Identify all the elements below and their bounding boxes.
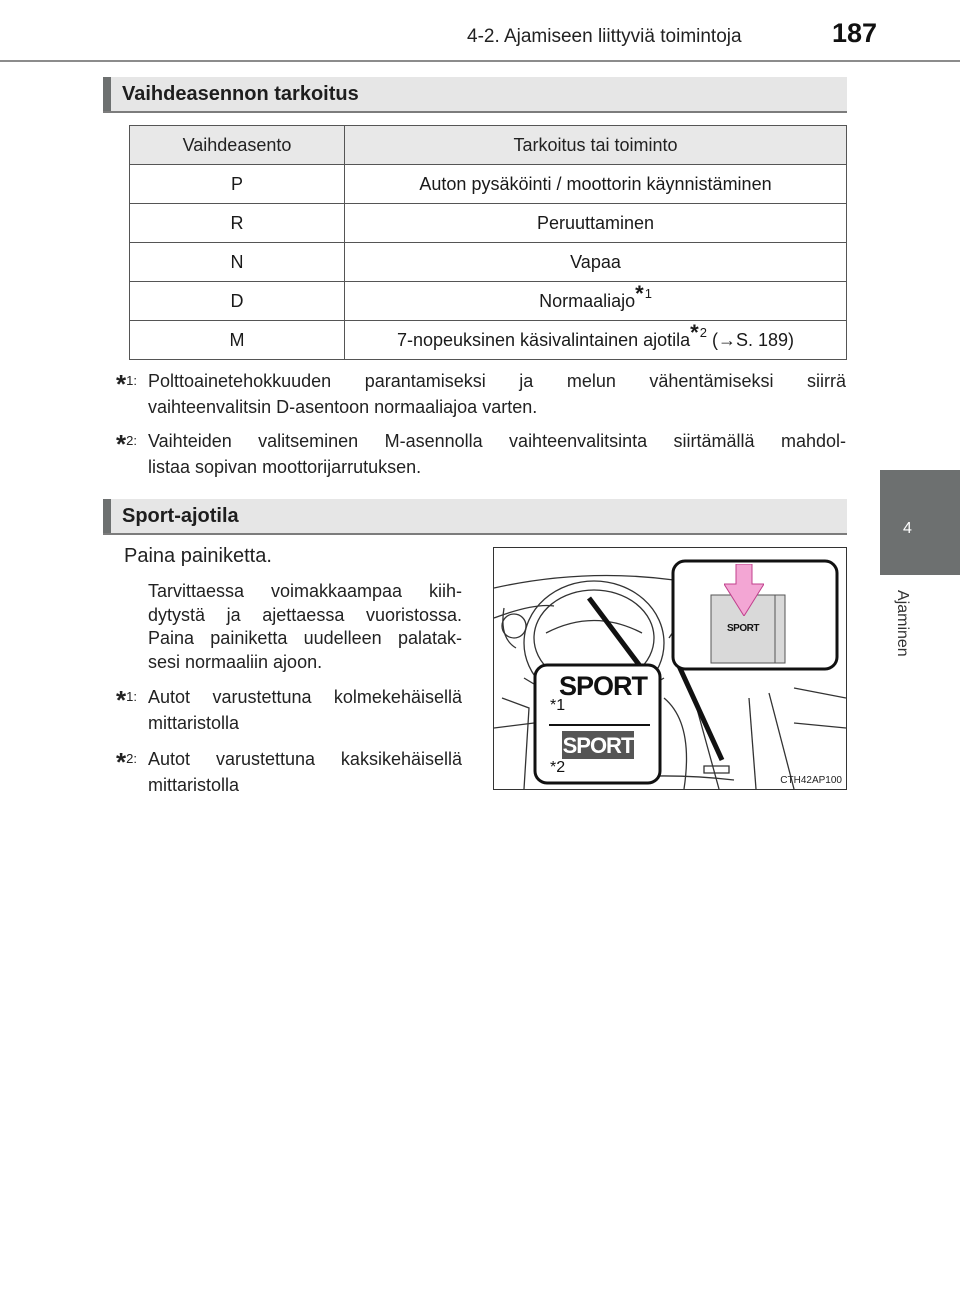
footnote-number: 2 — [699, 324, 707, 340]
purpose-cell — [345, 282, 847, 321]
heading-bar — [103, 77, 111, 111]
description-line: sesi normaaliin ajoon. — [148, 651, 323, 672]
footnote-mark: * — [116, 369, 127, 399]
gear-cell: D — [130, 282, 345, 321]
footnote-mark: * — [635, 280, 644, 306]
footnote-number: 2: — [126, 433, 137, 448]
figure-code: CTH42AP100 — [780, 775, 842, 786]
footnote-number: 1 — [644, 285, 652, 301]
section-heading-gear-purpose — [103, 77, 847, 113]
purpose-cell: Auton pysäköinti / moottorin käynnistäminen — [345, 165, 847, 204]
description-line: Paina painiketta uudelleen palatak- — [148, 628, 462, 648]
table-row — [130, 243, 847, 282]
description-line: Tarvittaessa voimakkaampaa kiih- — [148, 581, 462, 601]
footnote-line: listaa sopivan moottorijarrutuksen. — [148, 457, 422, 477]
footnote-line: mittaristolla — [148, 713, 240, 733]
page-reference: (→S. 189) — [711, 329, 795, 350]
instruction-text: Paina painiketta. — [124, 545, 272, 567]
heading-bar — [103, 499, 111, 533]
gear-cell: R — [130, 204, 345, 243]
footnote-line: vaihteenvalitsin D-asentoon normaaliajoa varten. — [148, 397, 538, 417]
table-row — [130, 165, 847, 204]
press-arrow-icon — [724, 564, 764, 616]
gear-cell: P — [130, 165, 345, 204]
sport-footnote-1 — [116, 684, 466, 742]
purpose-cell — [345, 321, 847, 360]
description-line: dytystä ja ajettaessa vuoristossa. — [148, 604, 462, 625]
table-header-purpose: Tarkoitus tai toiminto — [345, 126, 847, 165]
footnote-number: 1: — [126, 373, 137, 388]
footnote-mark: * — [690, 319, 699, 345]
section-heading-sport-mode — [103, 499, 847, 535]
gear-position-table — [129, 125, 847, 360]
table-header-row — [130, 126, 847, 165]
table-row — [130, 321, 847, 360]
sport-button: SPORT — [727, 623, 759, 634]
footnote-mark: * — [116, 429, 127, 459]
chapter-label: Ajaminen — [894, 590, 911, 657]
sport-mode-description — [148, 580, 462, 674]
table-row — [130, 282, 847, 321]
table-header-gear: Vaihdeasento — [130, 126, 345, 165]
sport-indicator-1: SPORT — [559, 671, 648, 701]
footnote-number: 2: — [126, 751, 137, 766]
table-row — [130, 204, 847, 243]
sport-button-illustration — [493, 547, 847, 790]
gear-cell: N — [130, 243, 345, 282]
footnote-line: Autot varustettuna kaksikehäisellä — [148, 749, 462, 769]
chapter-number: 4 — [903, 520, 912, 537]
purpose-cell: Vapaa — [345, 243, 847, 282]
sport-footnote-2 — [116, 746, 466, 804]
header-divider — [0, 60, 960, 62]
section-heading-text: Sport-ajotila — [122, 505, 239, 527]
footnote-line: Autot varustettuna kolmekehäisellä — [148, 687, 462, 707]
footnote-1 — [116, 368, 846, 428]
callout-overlay — [494, 548, 846, 789]
footnote-line: Polttoainetehokkuuden parantamiseksi ja melun vähentämiseksi siirrä — [148, 371, 846, 391]
footnote-mark: * — [116, 747, 127, 777]
page-number: 187 — [832, 18, 878, 48]
purpose-cell: Peruuttaminen — [345, 204, 847, 243]
footnote-line: mittaristolla — [148, 775, 240, 795]
footnote-number: 1: — [126, 689, 137, 704]
footnote-2 — [116, 428, 846, 488]
purpose-text: Normaaliajo — [539, 290, 636, 311]
indicator-1-mark: *1 — [550, 697, 566, 714]
indicator-2-mark: *2 — [550, 759, 566, 776]
gear-cell: M — [130, 321, 345, 360]
sport-indicator-2: SPORT — [562, 733, 634, 758]
footnote-mark: * — [116, 685, 127, 715]
purpose-text: 7-nopeuksinen käsivalintainen ajotila — [396, 329, 691, 350]
section-heading-text: Vaihdeasennon tarkoitus — [122, 83, 359, 105]
section-title: 4-2. Ajamiseen liittyviä toimintoja — [467, 26, 742, 47]
footnote-line: Vaihteiden valitseminen M-asennolla vaihteenvalitsinta siirtämällä mahdol- — [148, 431, 846, 451]
